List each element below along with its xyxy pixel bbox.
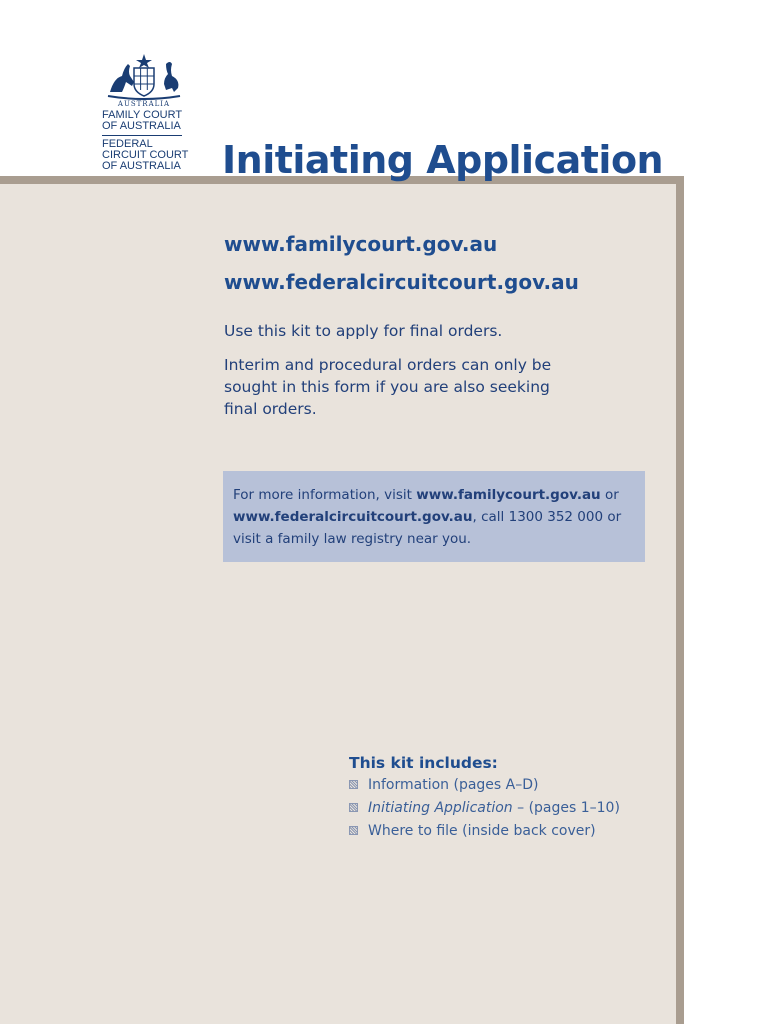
info-link-familycourt[interactable]: www.familycourt.gov.au — [416, 487, 601, 503]
org-primary-name: FAMILY COURT OF AUSTRALIA — [102, 109, 183, 132]
org-secondary-name: FEDERAL CIRCUIT COURT OF AUSTRALIA — [102, 138, 189, 172]
content-panel — [0, 176, 684, 1024]
org-divider — [102, 135, 182, 136]
kit-item-italic: Initiating Application — [368, 800, 513, 816]
more-info-box — [223, 471, 645, 562]
url-federalcircuitcourt[interactable]: www.federalcircuitcourt.gov.au — [224, 270, 579, 294]
kit-list — [349, 774, 620, 843]
bullet-icon — [349, 780, 358, 789]
info-mid: or — [600, 487, 619, 503]
kit-item-text: – (pages 1–10) — [512, 800, 620, 816]
list-item — [349, 774, 620, 797]
bullet-icon — [349, 826, 358, 835]
coat-of-arms-icon — [104, 52, 184, 102]
bullet-icon — [349, 803, 358, 812]
court-logo — [98, 52, 190, 172]
intro-final-orders: Use this kit to apply for final orders. — [224, 322, 503, 340]
list-item — [349, 797, 620, 820]
kit-item-text: Where to file (inside back cover) — [368, 823, 596, 839]
kit-heading: This kit includes: — [349, 754, 498, 772]
info-prefix: For more information, visit — [233, 487, 417, 503]
page-title: Initiating Application — [222, 138, 664, 182]
info-suffix: , call 1300 352 000 or visit a family law registry near you. — [233, 509, 622, 547]
coat-of-arms-scroll: AUSTRALIA — [117, 100, 171, 108]
kit-item-text: Information (pages A–D) — [368, 777, 539, 793]
intro-interim-orders: Interim and procedural orders can only be sought in this form if you are also seeking final orders. — [224, 356, 552, 418]
kit-includes — [349, 754, 620, 843]
info-link-federalcircuitcourt[interactable]: www.federalcircuitcourt.gov.au — [233, 509, 473, 525]
list-item — [349, 820, 620, 843]
url-familycourt[interactable]: www.familycourt.gov.au — [224, 232, 498, 256]
